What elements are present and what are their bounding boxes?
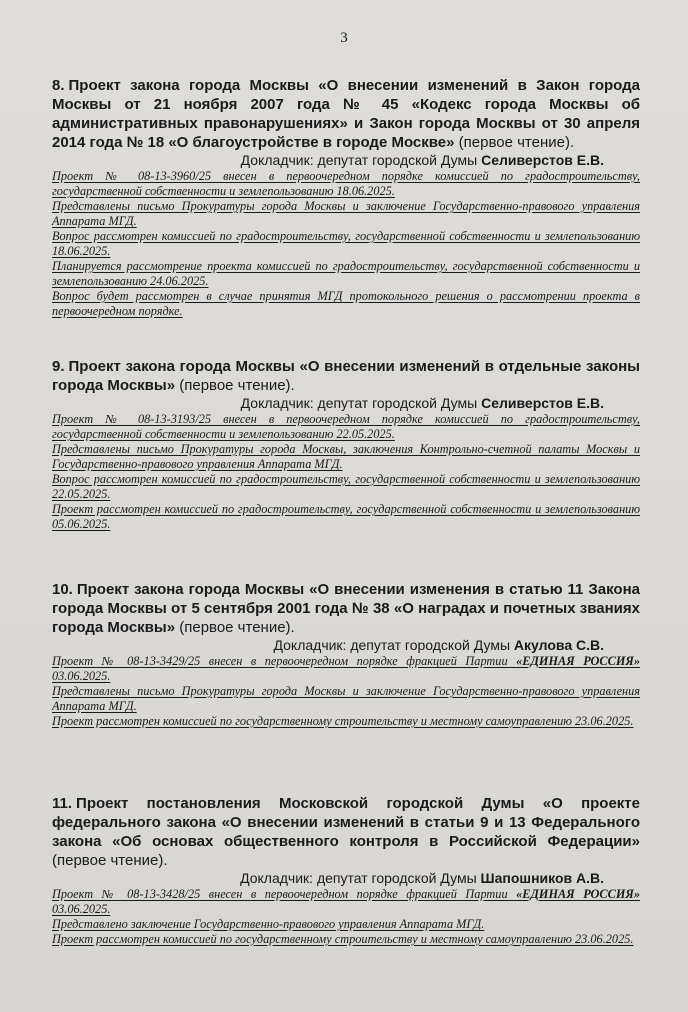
speaker-name: Шапошников А.В. — [480, 870, 604, 886]
agenda-item-title — [52, 76, 640, 152]
item-title-bold: Проект закона города Москвы «О внесении изменений в Закон города Москвы от 21 ноября 2007 года № 45 «Кодекс города Москвы об административных правонарушениях» и Закон города Москвы от 30 апреля 2014 года № 18 «О благоустройстве в городе Москве» — [52, 77, 640, 151]
item-notes — [52, 169, 640, 319]
item-title-bold: Проект постановления Московской городской Думы «О проекте федерального закона «О внесении изменений в статьи 9 и 13 Федерального закона «Об основах общественного контроля в Российской Федерации» — [52, 795, 640, 850]
agenda-item-11 — [52, 794, 640, 947]
speaker-line — [52, 152, 640, 169]
speaker-name: Акулова С.В. — [513, 637, 604, 653]
item-title-bold: Проект закона города Москвы «О внесении изменений в отдельные законы города Москвы» — [52, 358, 640, 394]
note: Представлены письмо Прокуратуры города Москвы и заключение Государственно-правового управления Аппарата МГД. — [52, 684, 640, 713]
speaker-name: Селиверстов Е.В. — [481, 395, 604, 411]
note: Вопрос будет рассмотрен в случае принятия МГД протокольного решения о рассмотрении проекта в первоочередном порядке. — [52, 289, 640, 318]
item-title-suffix: (первое чтение). — [454, 134, 575, 151]
note: Проект рассмотрен комиссией по государственному строительству и местному самоуправлению 23.06.2025. — [52, 714, 634, 728]
speaker-name: Селиверстов Е.В. — [481, 152, 604, 168]
page-number: 3 — [340, 30, 348, 46]
agenda-item-title — [52, 357, 640, 395]
note: Представлено заключение Государственно-правового управления Аппарата МГД. — [52, 917, 485, 931]
item-number: 9. — [52, 358, 65, 375]
speaker-line — [52, 395, 640, 412]
note-date: 03.06.2025. — [52, 669, 111, 683]
speaker-prefix: Докладчик: депутат городской Думы — [240, 395, 482, 411]
note: Представлены письмо Прокуратуры города Москвы и заключение Государственно-правового управления Аппарата МГД. — [52, 199, 640, 228]
speaker-line — [52, 870, 640, 887]
note: Планируется рассмотрение проекта комиссией по градостроительству, государственной собственности и землепользованию 24.06.2025. — [52, 259, 640, 288]
speaker-prefix: Докладчик: депутат городской Думы — [240, 870, 481, 886]
note-text: Проект № 08-13-3428/25 внесен в первоочередном порядке фракцией Партии — [52, 887, 517, 901]
note: Вопрос рассмотрен комиссией по градостроительству, государственной собственности и землепользованию 22.05.2025. — [52, 472, 640, 501]
agenda-item-title — [52, 580, 640, 637]
agenda-item-10 — [52, 580, 640, 729]
note — [52, 887, 640, 917]
note: Проект рассмотрен комиссией по государственному строительству и местному самоуправлению 23.06.2025. — [52, 932, 634, 946]
party-name: «ЕДИНАЯ РОССИЯ» — [516, 654, 641, 668]
speaker-line — [52, 637, 640, 654]
item-number: 8. — [52, 77, 65, 94]
note: Представлены письмо Прокуратуры города Москвы, заключения Контрольно-счетной палаты Москвы и Государственно-правового управления Аппарата МГД. — [52, 442, 640, 471]
item-title-bold: Проект закона города Москвы «О внесении изменения в статью 11 Закона города Москвы от 5 сентября 2001 года № 38 «О наградах и почетных званиях города Москвы» — [52, 581, 640, 636]
item-notes — [52, 887, 640, 947]
agenda-item-8 — [52, 76, 640, 319]
note-text: Проект № 08-13-3429/25 внесен в первоочередном порядке фракцией Партии — [52, 654, 517, 668]
item-title-suffix: (первое чтение). — [175, 619, 295, 636]
item-title-suffix: (первое чтение). — [175, 377, 295, 394]
note: Проект рассмотрен комиссией по градостроительству, государственной собственности и землепользованию 05.06.2025. — [52, 502, 640, 531]
agenda-item-title — [52, 794, 640, 870]
speaker-prefix: Докладчик: депутат городской Думы — [240, 152, 482, 168]
note: Вопрос рассмотрен комиссией по градостроительству, государственной собственности и землепользованию 18.06.2025. — [52, 229, 640, 258]
party-name: «ЕДИНАЯ РОССИЯ» — [516, 887, 641, 901]
item-notes — [52, 654, 640, 729]
item-number: 11. — [52, 795, 73, 812]
agenda-item-9 — [52, 357, 640, 532]
note: Проект № 08-13-3960/25 внесен в первоочередном порядке комиссией по градостроительству, государственной собственности и землепользованию 18.06.2025. — [52, 169, 640, 198]
item-title-suffix: (первое чтение). — [52, 852, 168, 869]
note: Проект № 08-13-3193/25 внесен в первоочередном порядке комиссией по градостроительству, государственной собственности и землепользованию 22.05.2025. — [52, 412, 640, 441]
note-date: 03.06.2025. — [52, 902, 111, 916]
item-number: 10. — [52, 581, 73, 598]
item-notes — [52, 412, 640, 532]
note — [52, 654, 640, 684]
speaker-prefix: Докладчик: депутат городской Думы — [273, 637, 514, 653]
